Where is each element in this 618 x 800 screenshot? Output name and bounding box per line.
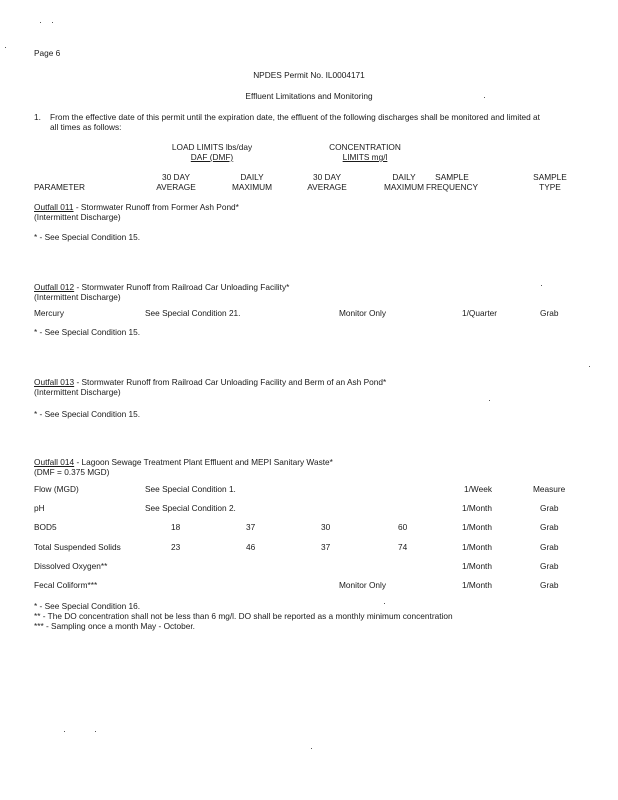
- scan-speck: [489, 400, 490, 401]
- scan-speck: [5, 47, 6, 48]
- scan-speck: [64, 731, 65, 732]
- scan-speck: [40, 22, 41, 23]
- row-conc-avg: 37: [321, 542, 331, 552]
- outfall-014-note: *** - Sampling once a month May - October.: [34, 621, 195, 631]
- conc-limits-unit: LIMITS mg/l: [342, 152, 388, 162]
- column-header-conc-30-day: 30 DAY AVERAGE: [307, 172, 347, 192]
- row-frequency: 1/Month: [462, 542, 492, 552]
- table-row: [0, 543, 618, 554]
- load-limits-header: LOAD LIMITS lbs/day: [171, 142, 253, 152]
- table-row: [0, 562, 618, 573]
- row-conc-max: 74: [398, 542, 408, 552]
- row-load-max: 37: [246, 522, 256, 532]
- outfall-011-title: Outfall 011 - Stormwater Runoff from Former Ash Pond*: [34, 202, 239, 212]
- permit-title: NPDES Permit No. IL0004171: [253, 70, 365, 80]
- scan-speck: [589, 366, 590, 367]
- row-conc-avg: 30: [321, 522, 331, 532]
- outfall-014-note: * - See Special Condition 16.: [34, 601, 141, 611]
- row-parameter: Mercury: [34, 308, 64, 318]
- row-load-span: See Special Condition 2.: [145, 503, 236, 513]
- intro-number: 1.: [34, 112, 41, 122]
- row-frequency: 1/Month: [462, 522, 492, 532]
- intro-text-line2: all times as follows:: [50, 122, 122, 132]
- row-load-avg: 18: [171, 522, 181, 532]
- section-title: Effluent Limitations and Monitoring: [245, 91, 373, 101]
- row-type: Grab: [540, 561, 559, 571]
- scan-speck: [384, 603, 385, 604]
- row-type: Grab: [540, 522, 559, 532]
- row-type: Grab: [540, 503, 559, 513]
- load-limits-unit: DAF (DMF): [190, 152, 234, 162]
- outfall-012-note: * - See Special Condition 15.: [34, 327, 141, 337]
- column-header-type: SAMPLE TYPE: [533, 172, 567, 192]
- outfall-011-note: * - See Special Condition 15.: [34, 232, 141, 242]
- row-frequency: 1/Month: [462, 503, 492, 513]
- column-header-frequency: SAMPLE FREQUENCY: [425, 172, 479, 192]
- row-type: Grab: [540, 580, 559, 590]
- row-parameter: Flow (MGD): [34, 484, 79, 494]
- row-load-avg: 23: [171, 542, 181, 552]
- outfall-012-title: Outfall 012 - Stormwater Runoff from Railroad Car Unloading Facility*: [34, 282, 290, 292]
- row-load-span: See Special Condition 21.: [145, 308, 241, 318]
- page-number: Page 6: [34, 48, 61, 58]
- row-frequency: 1/Week: [464, 484, 492, 494]
- column-header-load-daily: DAILY MAXIMUM: [231, 172, 273, 192]
- row-parameter: Dissolved Oxygen**: [34, 561, 108, 571]
- row-type: Measure: [533, 484, 566, 494]
- scan-speck: [541, 285, 542, 286]
- column-header-conc-daily: DAILY MAXIMUM: [383, 172, 425, 192]
- conc-limits-header: CONCENTRATION: [329, 142, 401, 152]
- column-header-parameter: PARAMETER: [34, 182, 86, 192]
- outfall-014-dmf: (DMF = 0.375 MGD): [34, 467, 110, 477]
- row-parameter: Total Suspended Solids: [34, 542, 121, 552]
- outfall-014-title: Outfall 014 - Lagoon Sewage Treatment Plant Effluent and MEPI Sanitary Waste*: [34, 457, 333, 467]
- scan-speck: [95, 731, 96, 732]
- table-row: [0, 485, 618, 496]
- outfall-013-note: * - See Special Condition 15.: [34, 409, 141, 419]
- row-load-span: See Special Condition 1.: [145, 484, 236, 494]
- row-conc-max: 60: [398, 522, 408, 532]
- table-row: [0, 581, 618, 592]
- row-parameter: Fecal Coliform***: [34, 580, 98, 590]
- row-load-max: 46: [246, 542, 256, 552]
- scan-speck: [52, 22, 53, 23]
- outfall-011-discharge: (Intermittent Discharge): [34, 212, 121, 222]
- outfall-013-title: Outfall 013 - Stormwater Runoff from Railroad Car Unloading Facility and Berm of an Ash Pond*: [34, 377, 387, 387]
- table-row: [0, 504, 618, 515]
- row-type: Grab: [540, 542, 559, 552]
- table-row: [0, 309, 618, 320]
- intro-text-line1: From the effective date of this permit until the expiration date, the effluent of the following discharges shall be monitored and limited at: [50, 112, 540, 122]
- row-type: Grab: [540, 308, 559, 318]
- row-parameter: pH: [34, 503, 45, 513]
- scan-speck: [311, 748, 312, 749]
- outfall-012-discharge: (Intermittent Discharge): [34, 292, 121, 302]
- outfall-014-note: ** - The DO concentration shall not be less than 6 mg/l. DO shall be reported as a monthly minimum concentration: [34, 611, 453, 621]
- row-frequency: 1/Quarter: [462, 308, 498, 318]
- row-frequency: 1/Month: [462, 561, 492, 571]
- row-parameter: BOD5: [34, 522, 57, 532]
- row-conc-span: Monitor Only: [339, 308, 387, 318]
- row-conc-span: Monitor Only: [339, 580, 387, 590]
- row-frequency: 1/Month: [462, 580, 492, 590]
- outfall-013-discharge: (Intermittent Discharge): [34, 387, 121, 397]
- table-row: [0, 523, 618, 534]
- column-header-load-30-day: 30 DAY AVERAGE: [156, 172, 196, 192]
